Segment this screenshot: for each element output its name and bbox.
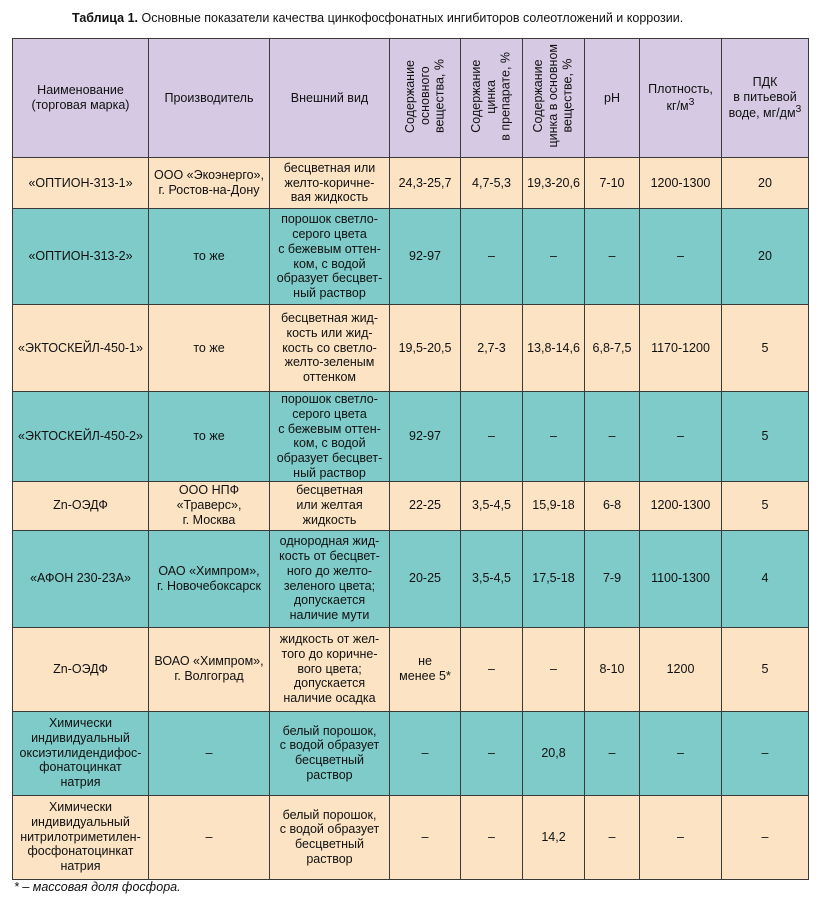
cell-name: Zn-ОЭДФ — [13, 481, 149, 530]
cell-zinc-content: – — [461, 627, 523, 711]
cell-appearance: порошок светло- серого цвета с бежевым оттен- ком, с водой образует бесцвет- ный раствор — [270, 392, 390, 482]
cell-pdk: 5 — [722, 305, 809, 392]
cell-main-content: не менее 5* — [390, 627, 461, 711]
cell-ph: – — [585, 392, 640, 482]
cell-manufacturer: – — [149, 711, 270, 795]
cell-zinc-content: 3,5-4,5 — [461, 530, 523, 627]
cell-main-content: 24,3-25,7 — [390, 158, 461, 209]
cell-density: 1200-1300 — [640, 158, 722, 209]
header-name: Наименование (торговая марка) — [13, 39, 149, 158]
cell-ph: – — [585, 209, 640, 305]
cell-appearance: бесцветная или желтая жидкость — [270, 481, 390, 530]
header-ph: pH — [585, 39, 640, 158]
table-row — [13, 711, 809, 795]
cell-appearance: однородная жид- кость от бесцвет- ного до желто- зеленого цвета; допускается наличие мути — [270, 530, 390, 627]
cell-zinc-content: – — [461, 209, 523, 305]
cell-name: «ОПТИОН-313-2» — [13, 209, 149, 305]
cell-pdk: 5 — [722, 392, 809, 482]
cell-pdk: 4 — [722, 530, 809, 627]
cell-zinc-content: – — [461, 711, 523, 795]
cell-zinc-in-main: 14,2 — [523, 795, 585, 879]
cell-zinc-in-main: – — [523, 209, 585, 305]
cell-density: 1200 — [640, 627, 722, 711]
cell-appearance: бесцветная или желто-коричне- вая жидкость — [270, 158, 390, 209]
cell-main-content: 20-25 — [390, 530, 461, 627]
caption-text: Основные показатели качества цинкофосфонатных ингибиторов солеотложений и коррозии. — [138, 11, 684, 25]
table-row — [13, 481, 809, 530]
cell-name: Zn-ОЭДФ — [13, 627, 149, 711]
inhibitor-table — [12, 38, 809, 880]
header-main-content: Содержание основного вещества, % — [390, 39, 461, 158]
table-row — [13, 530, 809, 627]
cell-name: «ЭКТОСКЕЙЛ-450-2» — [13, 392, 149, 482]
cell-density: 1170-1200 — [640, 305, 722, 392]
cell-name: Химически индивидуальный нитрилотриметилен- фосфонатоцинкат натрия — [13, 795, 149, 879]
cell-pdk: – — [722, 795, 809, 879]
cell-name: «ЭКТОСКЕЙЛ-450-1» — [13, 305, 149, 392]
cell-ph: 8-10 — [585, 627, 640, 711]
cell-appearance: белый порошок, с водой образует бесцветный раствор — [270, 711, 390, 795]
cell-zinc-content: 4,7-5,3 — [461, 158, 523, 209]
cell-density: – — [640, 209, 722, 305]
cell-pdk: 20 — [722, 209, 809, 305]
cell-manufacturer: ВОАО «Химпром», г. Волгоград — [149, 627, 270, 711]
cell-main-content: 92-97 — [390, 209, 461, 305]
cell-name: «АФОН 230-23А» — [13, 530, 149, 627]
cell-manufacturer: то же — [149, 392, 270, 482]
cell-main-content: – — [390, 711, 461, 795]
cell-pdk: 20 — [722, 158, 809, 209]
cell-zinc-in-main: 17,5-18 — [523, 530, 585, 627]
cell-pdk: 5 — [722, 481, 809, 530]
cell-main-content: 92-97 — [390, 392, 461, 482]
cell-appearance: порошок светло- серого цвета с бежевым оттен- ком, с водой образует бесцвет- ный раствор — [270, 209, 390, 305]
cell-manufacturer: ООО «Экоэнерго», г. Ростов-на-Дону — [149, 158, 270, 209]
cell-appearance: бесцветная жид- кость или жид- кость со светло- желто-зеленым оттенком — [270, 305, 390, 392]
header-manufacturer: Производитель — [149, 39, 270, 158]
cell-manufacturer: ООО НПФ «Траверс», г. Москва — [149, 481, 270, 530]
cell-density: – — [640, 795, 722, 879]
cell-ph: – — [585, 795, 640, 879]
cell-zinc-in-main: 19,3-20,6 — [523, 158, 585, 209]
caption-label: Таблица 1. — [72, 11, 138, 25]
cell-ph: 7-9 — [585, 530, 640, 627]
cell-manufacturer: то же — [149, 305, 270, 392]
header-zinc-content: Содержание цинка в препарате, % — [461, 39, 523, 158]
cell-ph: 6,8-7,5 — [585, 305, 640, 392]
cell-manufacturer: то же — [149, 209, 270, 305]
table-row — [13, 158, 809, 209]
cell-zinc-in-main: 15,9-18 — [523, 481, 585, 530]
cell-density: – — [640, 392, 722, 482]
cell-main-content: 19,5-20,5 — [390, 305, 461, 392]
header-zinc-in-main: Содержание цинка в основном веществе, % — [523, 39, 585, 158]
cell-zinc-in-main: 13,8-14,6 — [523, 305, 585, 392]
table-row — [13, 627, 809, 711]
cell-ph: 7-10 — [585, 158, 640, 209]
cell-zinc-in-main: – — [523, 627, 585, 711]
header-appearance: Внешний вид — [270, 39, 390, 158]
cell-density: 1200-1300 — [640, 481, 722, 530]
cell-zinc-in-main: 20,8 — [523, 711, 585, 795]
cell-main-content: – — [390, 795, 461, 879]
cell-appearance: белый порошок, с водой образует бесцветный раствор — [270, 795, 390, 879]
table-row — [13, 392, 809, 482]
cell-zinc-content: 3,5-4,5 — [461, 481, 523, 530]
cell-pdk: – — [722, 711, 809, 795]
cell-density: 1100-1300 — [640, 530, 722, 627]
cell-name: Химически индивидуальный оксиэтилидендифос- фонатоцинкат натрия — [13, 711, 149, 795]
cell-main-content: 22-25 — [390, 481, 461, 530]
table-row — [13, 209, 809, 305]
cell-manufacturer: – — [149, 795, 270, 879]
table-row — [13, 795, 809, 879]
cell-zinc-content: – — [461, 795, 523, 879]
cell-name: «ОПТИОН-313-1» — [13, 158, 149, 209]
footnote: * – массовая доля фосфора. — [14, 880, 181, 894]
cell-density: – — [640, 711, 722, 795]
header-density: Плотность, $кг/м^3$ — [640, 39, 722, 158]
table-caption — [72, 11, 683, 25]
cell-appearance: жидкость от жел- того до коричне- вого цвета; допускается наличие осадка — [270, 627, 390, 711]
cell-zinc-content: – — [461, 392, 523, 482]
header-pdk: ПДК в питьевой воде, $мг/дм^3$ — [722, 39, 809, 158]
cell-zinc-content: 2,7-3 — [461, 305, 523, 392]
cell-ph: – — [585, 711, 640, 795]
header-row — [13, 39, 809, 158]
cell-ph: 6-8 — [585, 481, 640, 530]
table-row — [13, 305, 809, 392]
cell-manufacturer: ОАО «Химпром», г. Новочебоксарск — [149, 530, 270, 627]
cell-zinc-in-main: – — [523, 392, 585, 482]
cell-pdk: 5 — [722, 627, 809, 711]
